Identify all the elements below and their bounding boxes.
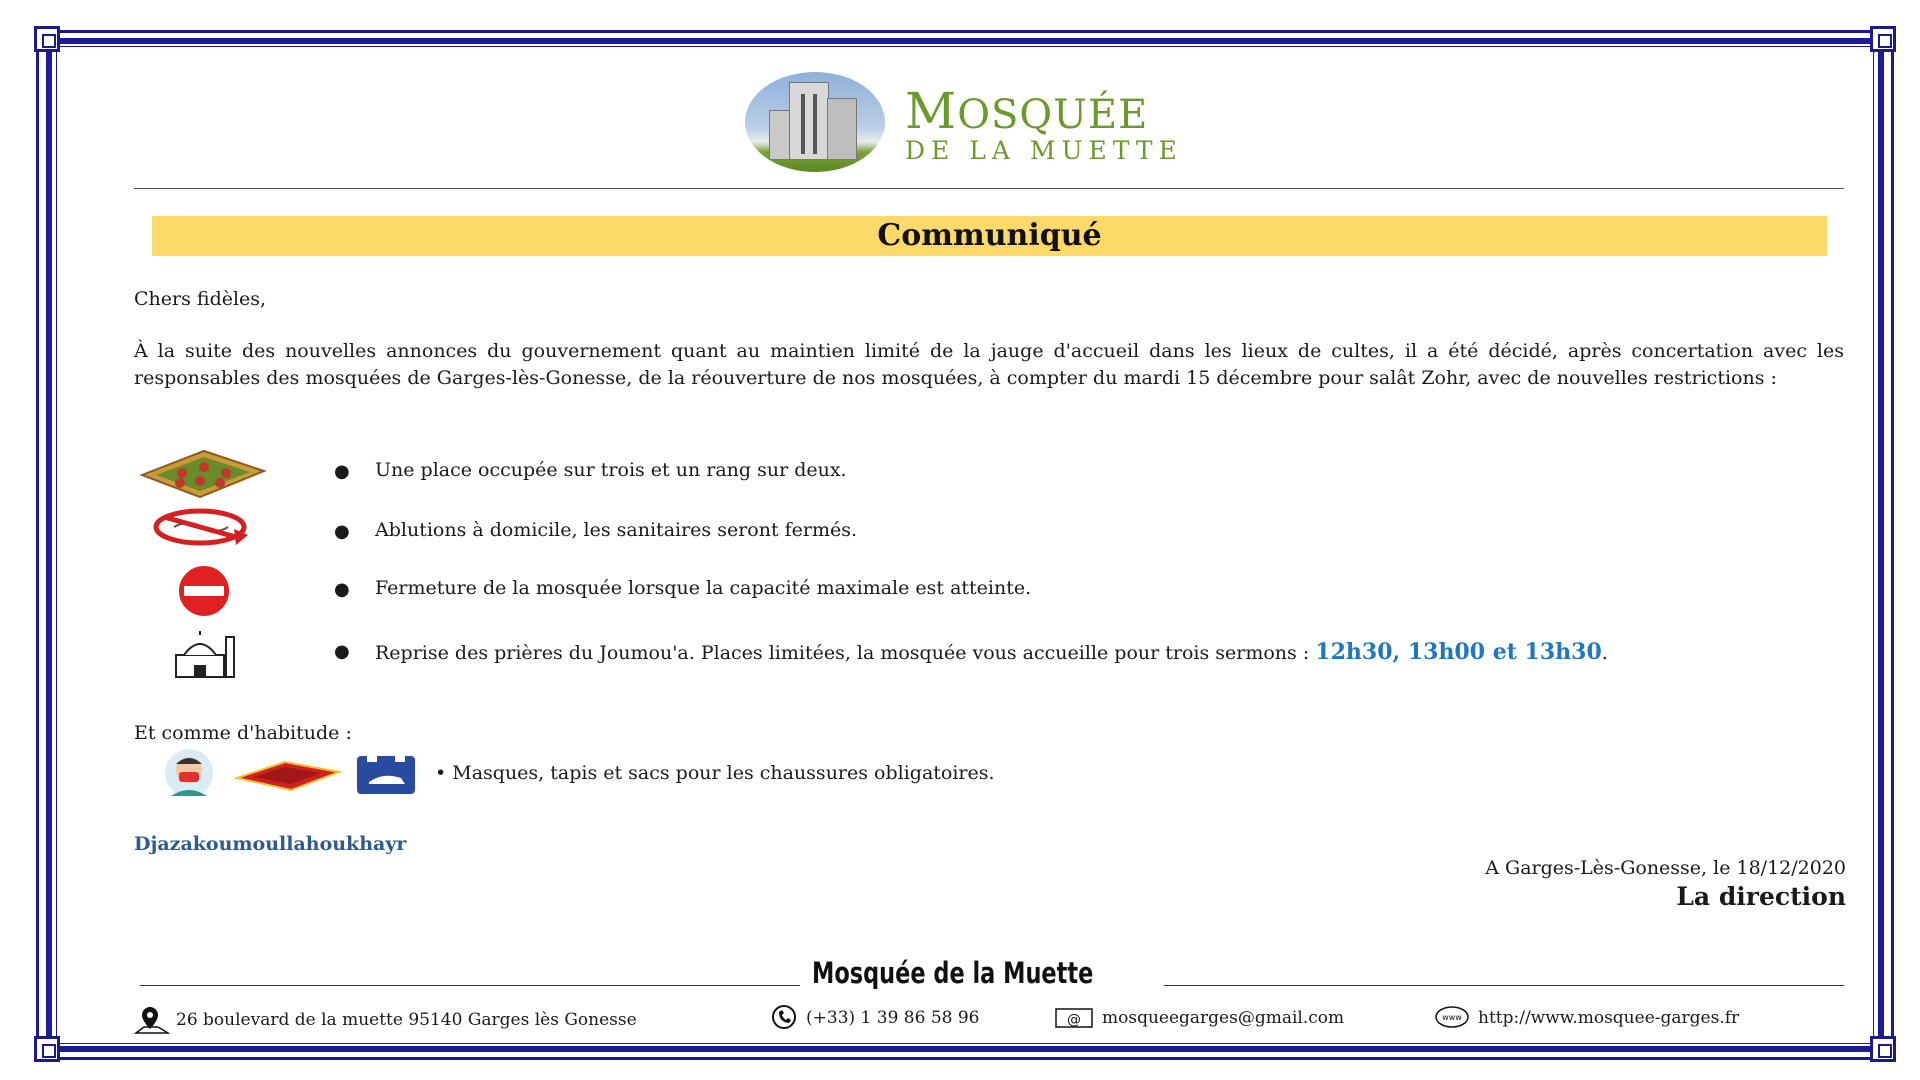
rule-item: ● Fermeture de la mosquée lorsque la capacité maximale est atteinte. (134, 563, 1854, 623)
location-pin-icon (134, 1005, 170, 1035)
signature: La direction (1676, 882, 1846, 911)
footer-phone: (+33) 1 39 86 58 96 (770, 1005, 980, 1031)
no-entry-icon (134, 563, 274, 619)
footer-address: 26 boulevard de la muette 95140 Garges lès Gonesse (134, 1005, 637, 1035)
corner-ornament-br (1870, 1036, 1896, 1062)
logo-title: MOSQUÉE (905, 82, 1149, 140)
sermon-times: 12h30, 13h00 et 13h30 (1315, 639, 1602, 665)
rule-text: Une place occupée sur trois et un rang sur deux. (375, 459, 847, 481)
header-divider (134, 188, 1844, 189)
mask-icon (165, 749, 213, 797)
footer-divider-right (1164, 985, 1844, 986)
corner-ornament-bl (34, 1036, 60, 1062)
document-title: Communiqué (877, 218, 1102, 253)
footer-website (1434, 1005, 1739, 1031)
logo-subtitle: DE LA MUETTE (905, 136, 1183, 165)
mosque-logo (745, 70, 1225, 175)
prayer-rug-icon (134, 445, 274, 501)
habit-title: Et comme d'habitude : (134, 722, 352, 744)
svg-text:@: @ (1067, 1012, 1081, 1028)
prayer-rug-icon (237, 762, 339, 790)
svg-text:www: www (1442, 1013, 1462, 1022)
rule-item: ● Reprise des prières du Joumou'a. Places limitées, la mosquée vous accueille pour trois sermons : 12h30, 13h00 et 13h30. (134, 625, 1854, 685)
shoe-bag-icon (357, 752, 415, 794)
closing-thanks: Djazakoumoullahoukhayr (134, 833, 407, 855)
title-banner (152, 216, 1827, 256)
footer-divider-left (140, 985, 800, 986)
footer-email: @ mosqueegarges@gmail.com (1054, 1005, 1344, 1031)
logo-building-icon (745, 72, 885, 172)
rule-text: Reprise des prières du Joumou'a. Places limitées, la mosquée vous accueille pour trois sermons : 12h30, 13h00 et 13h30. (375, 639, 1608, 665)
greeting: Chers fidèles, (134, 288, 267, 310)
rule-item: ● Ablutions à domicile, les sanitaires seront fermés. (134, 505, 1854, 565)
mosque-icon (134, 625, 274, 681)
no-ablution-icon (134, 505, 274, 561)
globe-icon (1434, 1005, 1472, 1031)
rule-text: Fermeture de la mosquée lorsque la capacité maximale est atteinte. (375, 577, 1032, 599)
phone-icon (770, 1005, 800, 1031)
corner-ornament-tl (34, 26, 60, 52)
intro-paragraph: À la suite des nouvelles annonces du gouvernement quant au maintien limité de la jauge d'accueil dans les lieux de cultes, il a été décidé, après concertation avec les responsables des mosquées de Garges-lès-Gonesse, de la réouverture de nos mosquées, à compter du mardi 15 décembre pour salât Zohr, avec de nouvelles restrictions : (134, 340, 1844, 389)
footer-name: Mosquée de la Muette (812, 956, 1094, 990)
rule-text: Ablutions à domicile, les sanitaires seront fermés. (375, 519, 858, 541)
habit-icons (145, 748, 425, 798)
rule-item: ● Une place occupée sur trois et un rang sur deux. (134, 445, 1854, 505)
website-link[interactable]: http://www.mosquee-garges.fr (1478, 1008, 1740, 1028)
corner-ornament-tr (1870, 26, 1896, 52)
habit-text: • Masques, tapis et sacs pour les chaussures obligatoires. (435, 762, 995, 784)
email-icon (1054, 1005, 1096, 1031)
date-line: A Garges-Lès-Gonesse, le 18/12/2020 (1485, 857, 1846, 879)
